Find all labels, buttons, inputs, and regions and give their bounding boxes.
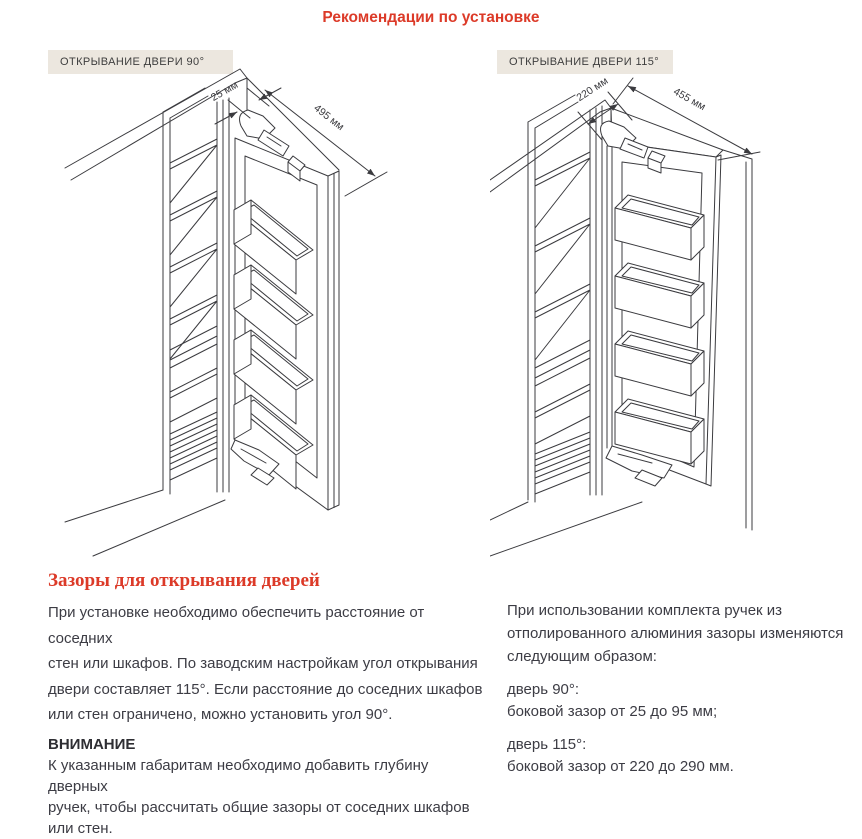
diagram-door-90-illustration — [45, 50, 435, 560]
left-text-column — [48, 600, 483, 839]
drawer — [170, 344, 217, 392]
clearance-item-90 — [507, 679, 862, 723]
wall-edge — [65, 69, 247, 180]
clearance-item-label: дверь 115°: — [507, 736, 587, 753]
paragraph-line: следующим образом: — [507, 648, 657, 665]
diagram-90-label: ОТКРЫВАНИЕ ДВЕРИ 90° — [48, 50, 233, 74]
paragraph-line: стен или шкафов. По заводским настройкам угол открывания — [48, 655, 478, 672]
crisper-shelf — [170, 326, 217, 360]
paragraph-line: При использовании комплекта ручек из — [507, 602, 783, 619]
clearance-item-value: боковой зазор от 220 до 290 мм. — [507, 758, 734, 775]
diagram-115-label: ОТКРЫВАНИЕ ДВЕРИ 115° — [497, 50, 673, 74]
dimension-label-large: 455 мм — [671, 85, 708, 114]
clearance-item-value: боковой зазор от 25 до 95 мм; — [507, 703, 718, 720]
paragraph-line: или стен. — [48, 819, 113, 837]
diagram-door-115-illustration — [490, 50, 862, 560]
paragraph-line: двери составляет 115°. Если расстояние до соседних шкафов — [48, 680, 483, 698]
attention-paragraph — [48, 755, 483, 839]
shelf — [535, 152, 590, 228]
handles-paragraph — [507, 599, 862, 668]
paragraph-line: отполированного алюминия зазоры изменяются — [507, 625, 844, 642]
clearance-paragraph — [48, 600, 483, 728]
clearance-item-label: дверь 90°: — [507, 681, 580, 698]
wall-bottom-edge — [65, 490, 225, 556]
attention-title: ВНИМАНИЕ — [48, 735, 136, 753]
shelf — [170, 295, 217, 359]
shelf — [170, 191, 217, 255]
vent-grille — [535, 432, 590, 494]
page-title: Рекомендации по установке — [322, 9, 540, 26]
vent-grille — [170, 412, 217, 480]
shelf — [170, 243, 217, 307]
section-heading: Зазоры для открывания дверей — [48, 570, 320, 591]
shelf — [535, 284, 590, 360]
niche-right-edge — [723, 150, 752, 530]
shelf — [535, 218, 590, 294]
wall-bottom-edge — [490, 502, 642, 556]
dimension-label-small: 25 мм — [208, 78, 241, 104]
dimension-label-large: 495 мм — [311, 102, 347, 134]
paragraph-line: К указанным габаритам необходимо добавить глубину дверных — [48, 756, 429, 795]
right-text-column — [507, 599, 862, 778]
shelf — [170, 139, 217, 203]
clearance-item-115 — [507, 734, 862, 778]
paragraph-line: ручек, чтобы рассчитать общие зазоры от соседних шкафов — [48, 798, 470, 816]
paragraph-line: При установке необходимо обеспечить расстояние от соседних — [48, 604, 425, 647]
dimension-label-small: 220 мм — [574, 74, 611, 105]
paragraph-line: или стен ограничено, можно установить угол 90°. — [48, 706, 393, 723]
